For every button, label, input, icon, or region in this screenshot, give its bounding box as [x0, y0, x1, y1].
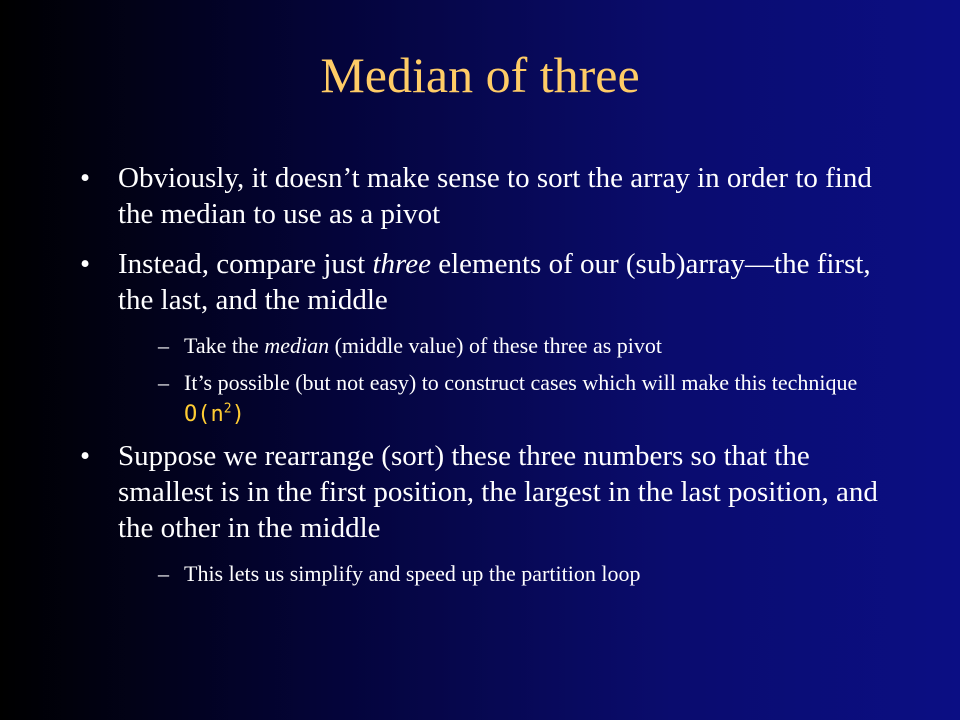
bullet-text: Instead, compare just: [118, 248, 373, 280]
bullet-item: [80, 160, 900, 232]
big-o-close: ): [231, 402, 245, 428]
slide-body: [80, 160, 900, 597]
bullet-marker: •: [80, 162, 91, 194]
bullet-item: [80, 246, 900, 318]
exponent: 2: [223, 402, 232, 417]
big-o-notation: [184, 402, 245, 427]
sub-bullet-item: [158, 332, 900, 359]
dash-marker: –: [158, 370, 169, 395]
sub-bullet-text: This lets us simplify and speed up the partition loop: [184, 561, 641, 587]
sub-bullet-text: (middle value) of these three as pivot: [329, 333, 663, 358]
dash-marker: –: [158, 333, 169, 358]
sub-bullet-text: It’s possible (but not easy) to construct cases which will make this technique: [184, 370, 858, 395]
dash-marker: –: [158, 561, 169, 587]
bullet-marker: •: [80, 248, 91, 280]
slide-title: Median of three: [320, 47, 640, 103]
big-o-text: O(n: [184, 402, 224, 428]
bullet-marker: •: [80, 440, 91, 473]
bullet-text: Suppose we rearrange (sort) these three numbers so that the smallest is in the first position, the largest in the last position, and the other in the middle: [118, 440, 878, 545]
bullet-emphasis: three: [372, 248, 431, 280]
bullet-text: Obviously, it doesn’t make sense to sort the array in order to find the median to use as a pivot: [118, 162, 872, 230]
sub-bullet-item: [158, 369, 900, 428]
bullet-item: [80, 438, 900, 546]
sub-bullet-emphasis: median: [264, 333, 330, 358]
bullet-text: elements of our (sub)array—the first, the last, and the middle: [118, 248, 871, 316]
sub-bullet-item: [158, 560, 900, 587]
sub-bullet-text: Take the: [184, 333, 265, 358]
